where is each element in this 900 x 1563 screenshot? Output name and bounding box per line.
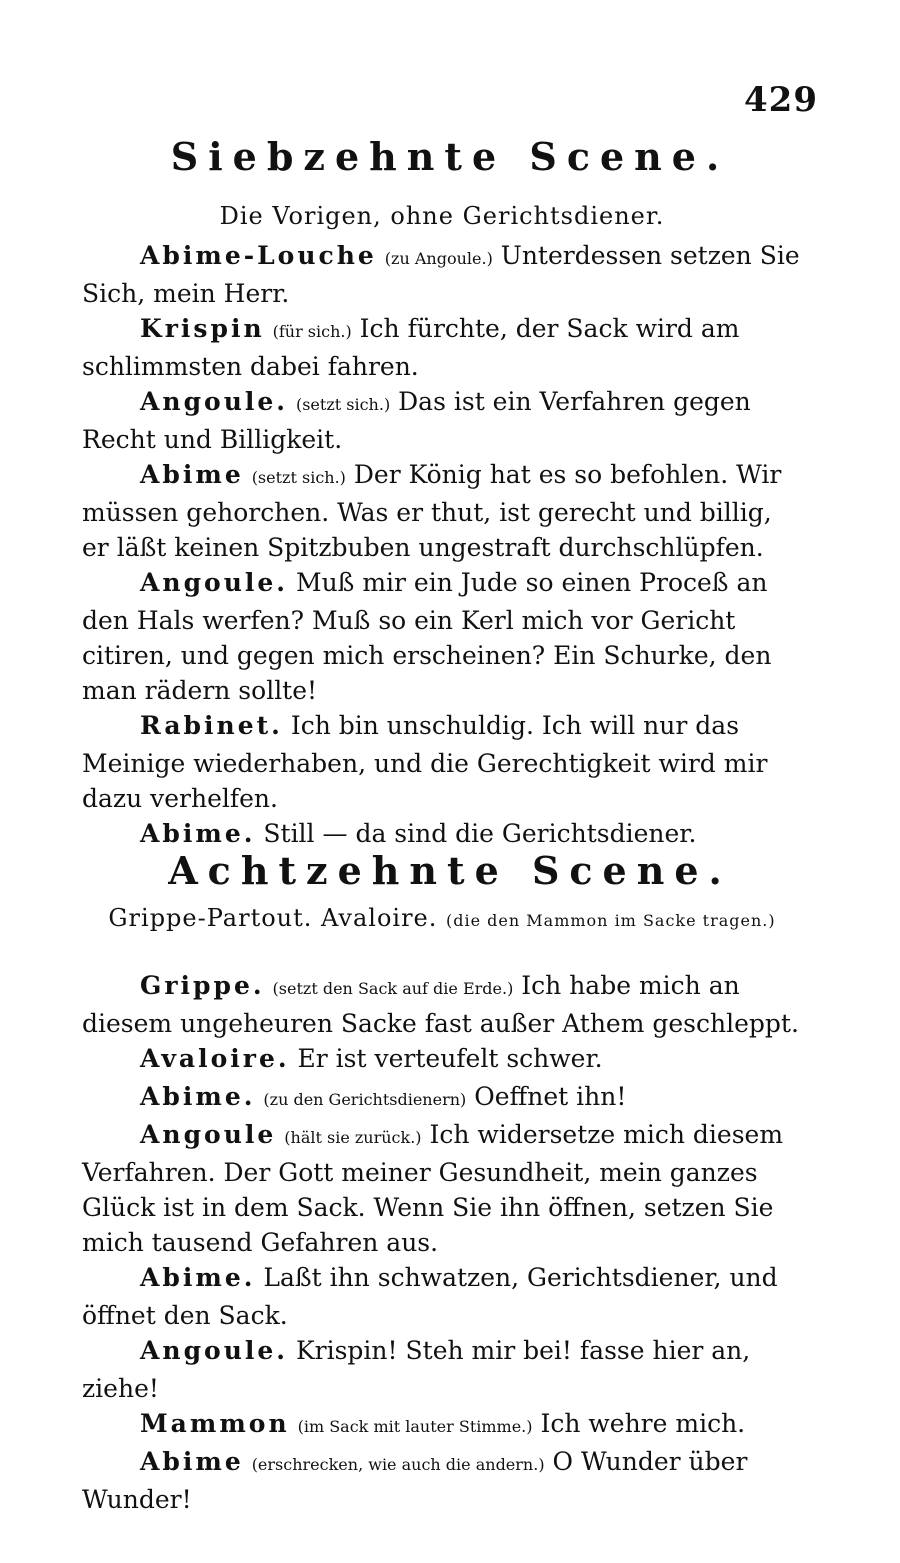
dialogue-line [82,1117,802,1260]
speaker-name: Abime. [140,1082,256,1111]
dialogue-text: Ich habe mich an diesem ungeheuren Sacke fast außer Athem geschleppt. [82,971,799,1038]
speaker-name: Abime-Louche [140,241,377,270]
dialogue-line [82,1333,802,1406]
dialogue-text: Unterdessen setzen Sie Sich, mein Herr. [82,241,800,308]
stage-direction: (zu den Gerichtsdienern) [263,1090,467,1109]
stage-note: (die den Mammon im Sacke tragen.) [446,911,776,930]
speaker-name: Abime. [140,819,256,848]
speaker-name: Krispin [140,314,265,343]
dialogue-text: Das ist ein Verfahren gegen Recht und Billigkeit. [82,387,751,454]
dialogue-line [82,708,802,816]
speaker-name: Avaloire. [140,1044,290,1073]
speaker-name: Angoule [140,1120,277,1149]
stage-direction: (setzt sich.) [295,395,391,414]
speaker-name: Mammon [140,1409,290,1438]
dialogue-text: Er ist verteufelt schwer. [297,1044,603,1073]
stage-direction-17: Die Vorigen, ohne Gerichtsdiener. [219,202,665,230]
stage-direction: (setzt sich.) [251,468,346,487]
stage-direction: (hält sie zurück.) [284,1128,422,1147]
dialogue-line [82,1406,802,1444]
stage-direction-18 [82,904,802,932]
page-number: 429 [744,80,818,120]
dialogue-text: Ich wehre mich. [540,1409,746,1438]
dialogue-line [82,1041,802,1079]
speaker-name: Grippe. [140,971,265,1000]
dialogue-line [82,311,802,384]
dialogue-text: Ich fürchte, der Sack wird am schlimmsten dabei fahren. [82,314,740,381]
dialogue-text: Still — da sind die Gerichtsdiener. [263,819,697,848]
dialogue-text: Der König hat es so befohlen. Wir müssen gehorchen. Was er thut, ist gerecht und billig, er läßt keinen Spitzbuben ungestraft durchschlüpfen. [82,460,782,562]
dialogue-text: Krispin! Steh mir bei! fasse hier an, ziehe! [82,1336,751,1403]
stage-direction: (für sich.) [272,322,352,341]
dialogue-text: Oeffnet ihn! [474,1082,627,1111]
dialogue-line [82,238,802,311]
scene18-dialogue [82,968,802,1517]
dialogue-line [82,968,802,1041]
scene-title-17: Siebzehnte Scene. [170,134,730,179]
speaker-name: Abime. [140,1263,256,1292]
speaker-name: Angoule. [140,387,289,416]
dialogue-text: Muß mir ein Jude so einen Proceß an den Hals werfen? Muß so ein Kerl mich vor Gericht citiren, und gegen mich erscheinen? Ein Schurke, den man rädern sollte! [82,568,772,705]
dialogue-line [82,1444,802,1517]
dialogue-text: O Wunder über Wunder! [82,1447,748,1514]
speaker-name: Abime [140,1447,244,1476]
dialogue-line [82,1079,802,1117]
dialogue-text: Ich widersetze mich diesem Verfahren. Der Gott meiner Gesundheit, mein ganzes Glück ist in dem Sack. Wenn Sie ihn öffnen, setzen Sie mich tausend Gefahren aus. [82,1120,784,1257]
speaker-name: Angoule. [140,1336,289,1365]
dialogue-line [82,565,802,708]
stage-direction: (erschrecken, wie auch die andern.) [251,1455,545,1474]
dialogue-line [82,1260,802,1333]
dialogue-line [82,384,802,457]
dialogue-text: Ich bin unschuldig. Ich will nur das Meinige wiederhaben, und die Gerechtigkeit wird mir dazu verhelfen. [82,711,768,813]
speaker-name: Abime [140,460,244,489]
stage-names: Grippe-Partout. Avaloire. [108,904,438,932]
dialogue-text: Laßt ihn schwatzen, Gerichtsdiener, und öffnet den Sack. [82,1263,778,1330]
scene17-dialogue [82,238,802,854]
speaker-name: Rabinet. [140,711,283,740]
stage-direction: (im Sack mit lauter Stimme.) [297,1417,533,1436]
stage-direction: (setzt den Sack auf die Erde.) [272,979,514,998]
dialogue-line [82,457,802,565]
stage-direction: (zu Angoule.) [384,249,493,268]
scene-title-18: Achtzehnte Scene. [168,848,732,893]
speaker-name: Angoule. [140,568,289,597]
